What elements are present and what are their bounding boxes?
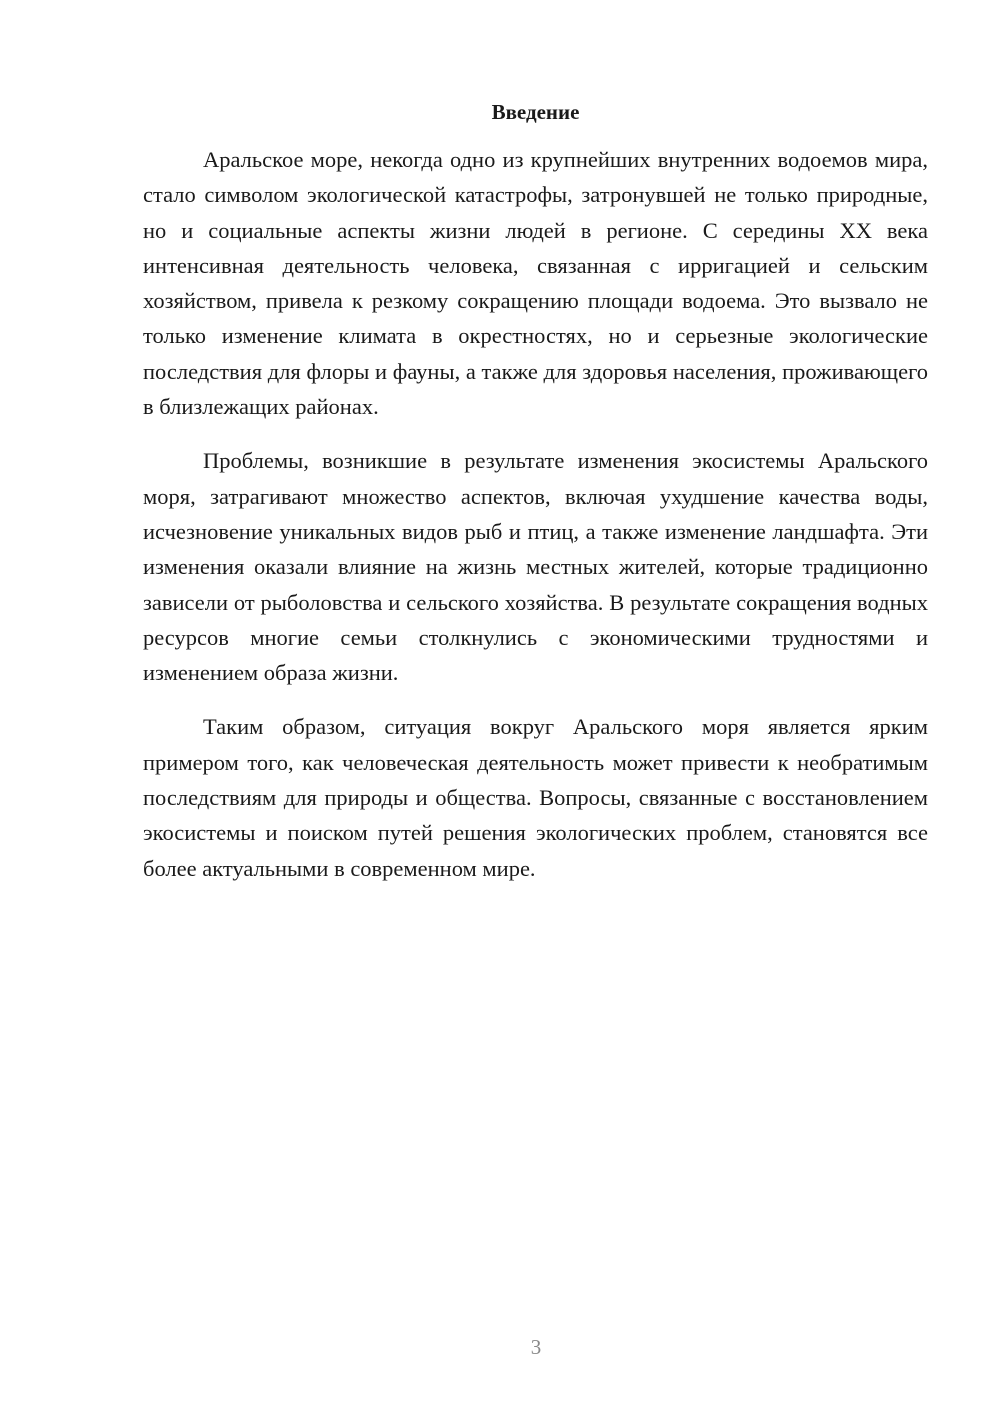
page-number: 3 [530, 1335, 542, 1359]
paragraph-1: Аральское море, некогда одно из крупнейших внутренних водоемов мира, стало символом экологической катастрофы, затронувшей не только природные, но и социальные аспекты жизни людей в регионе. С середины XX века интенсивная деятельность человека, связанная с ирригацией и сельским хозяйством, привела к резкому сокращению площади водоема. Это вызвало не только изменение климата в окрестностях, но и серьезные экологические последствия для флоры и фауны, а также для здоровья населения, проживающего в близлежащих районах. [143, 147, 928, 420]
section-heading: Введение [491, 100, 580, 124]
body-text [143, 142, 928, 886]
paragraph-2: Проблемы, возникшие в результате изменения экосистемы Аральского моря, затрагивают множество аспектов, включая ухудшение качества воды, исчезновение уникальных видов рыб и птиц, а также изменение ландшафта. Эти изменения оказали влияние на жизнь местных жителей, которые традиционно зависели от рыболовства и сельского хозяйства. В результате сокращения водных ресурсов многие семьи столкнулись с экономическими трудностями и изменением образа жизни. [143, 448, 928, 686]
paragraph-3: Таким образом, ситуация вокруг Аральского моря является ярким примером того, как человеческая деятельность может привести к необратимым последствиям для природы и общества. Вопросы, связанные с восстановлением экосистемы и поиском путей решения экологических проблем, становятся все более актуальными в современном мире. [143, 714, 928, 881]
